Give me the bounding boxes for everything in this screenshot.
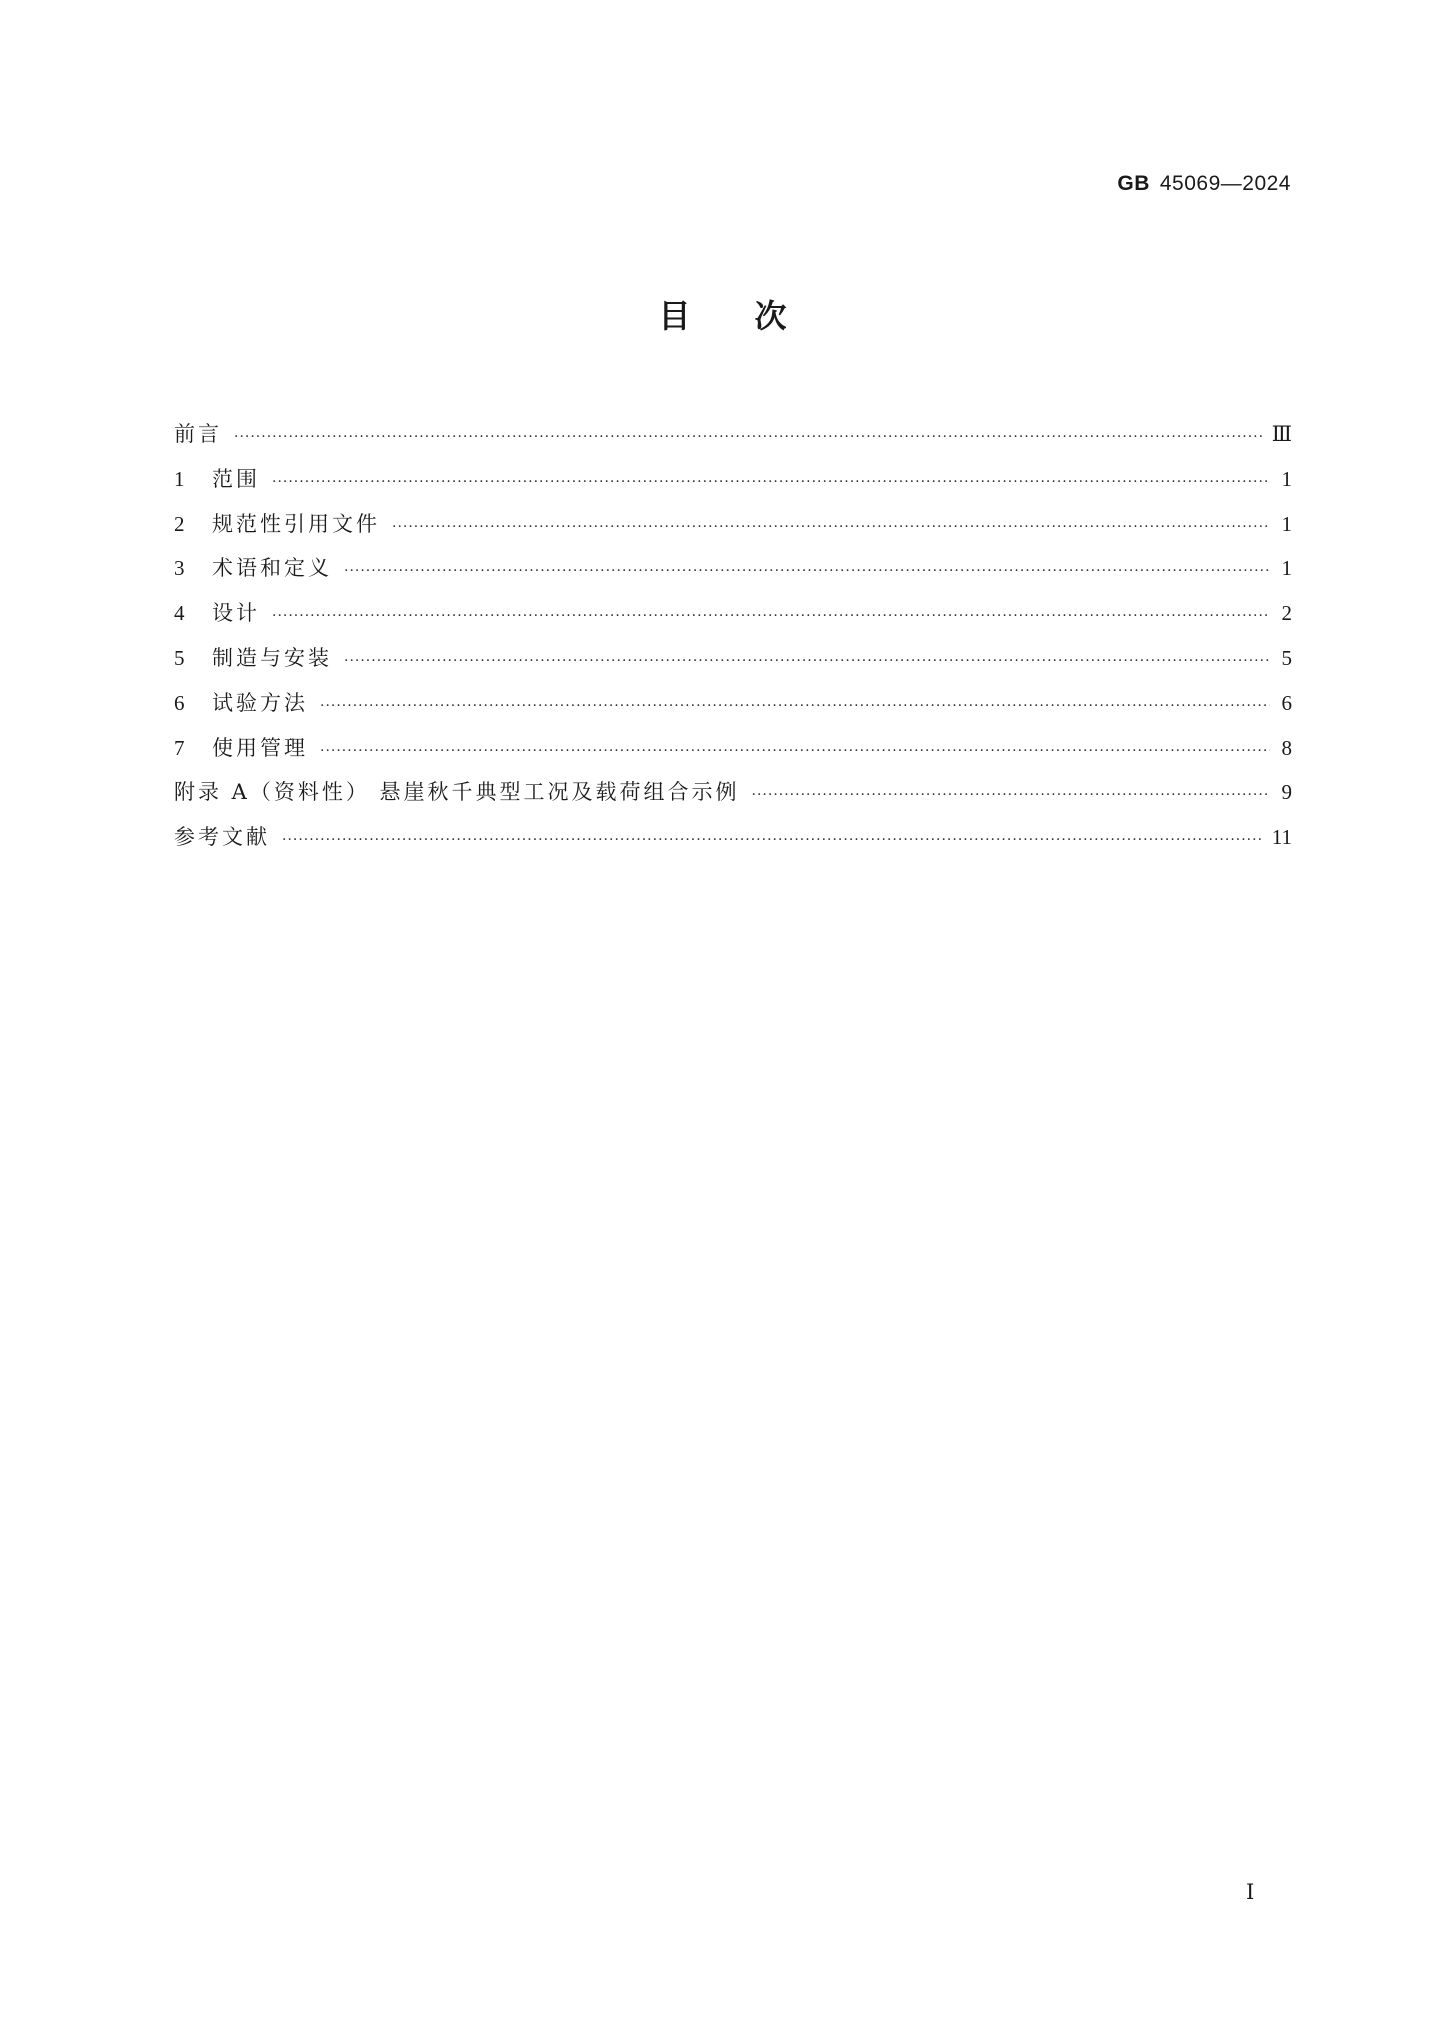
page-number: Ⅰ [1246,1880,1255,1904]
toc-leader-dots [282,818,1264,863]
toc-entry-page: 5 [1281,645,1292,670]
toc-entry-page: 2 [1281,601,1292,626]
toc-entry-number: 6 [174,690,185,715]
standard-prefix: GB [1117,172,1150,195]
table-of-contents [174,412,1292,860]
toc-leader-dots [344,549,1270,594]
toc-entry-scope[interactable] [174,457,1292,502]
toc-leader-dots [272,460,1270,505]
toc-entry-design[interactable] [174,591,1292,636]
toc-entry-bibliography[interactable] [174,815,1292,860]
toc-entry-test-methods[interactable] [174,681,1292,726]
toc-entry-label: 设计 [212,601,260,626]
toc-entry-page: 11 [1271,825,1292,850]
toc-entry-page: Ⅲ [1271,422,1292,446]
toc-entry-page: 9 [1281,780,1292,805]
toc-entry-number: 2 [174,511,185,536]
toc-entry-label: 术语和定义 [212,556,332,581]
toc-entry-manufacture-installation[interactable] [174,636,1292,681]
toc-entry-number: 5 [174,645,185,670]
toc-entry-page: 6 [1281,690,1292,715]
toc-entry-number: 3 [174,556,185,581]
toc-leader-dots [344,639,1270,684]
toc-entry-normative-references[interactable] [174,502,1292,547]
toc-leader-dots [752,773,1270,818]
toc-leader-dots [392,505,1270,550]
toc-leader-dots [320,684,1270,729]
standard-number: 45069—2024 [1159,172,1291,195]
toc-leader-dots [234,415,1264,460]
toc-entry-number: 7 [174,735,185,760]
toc-entry-page: 8 [1281,735,1292,760]
toc-entry-label: 参考文献 [174,825,270,850]
toc-entry-label: 规范性引用文件 [212,511,380,536]
toc-entry-page: 1 [1281,511,1292,536]
standard-code [1117,172,1291,196]
toc-entry-number: 4 [174,601,185,626]
toc-entry-label: 前言 [174,422,222,446]
toc-entry-label: 使用管理 [212,735,308,760]
toc-entry-label: 附录 A（资料性） 悬崖秋千典型工况及载荷组合示例 [174,780,740,805]
toc-entry-label: 试验方法 [212,690,308,715]
toc-entry-annex-a[interactable] [174,770,1292,815]
toc-entry-foreword[interactable] [174,412,1292,457]
page-title: 目次 [658,297,851,335]
toc-entry-page: 1 [1281,466,1292,491]
toc-entry-page: 1 [1281,556,1292,581]
toc-entry-label: 制造与安装 [212,645,332,670]
toc-leader-dots [272,594,1270,639]
toc-leader-dots [320,729,1270,774]
toc-entry-terms-definitions[interactable] [174,546,1292,591]
toc-entry-label: 范围 [212,466,260,491]
toc-entry-number: 1 [174,466,185,491]
toc-entry-use-management[interactable] [174,726,1292,771]
